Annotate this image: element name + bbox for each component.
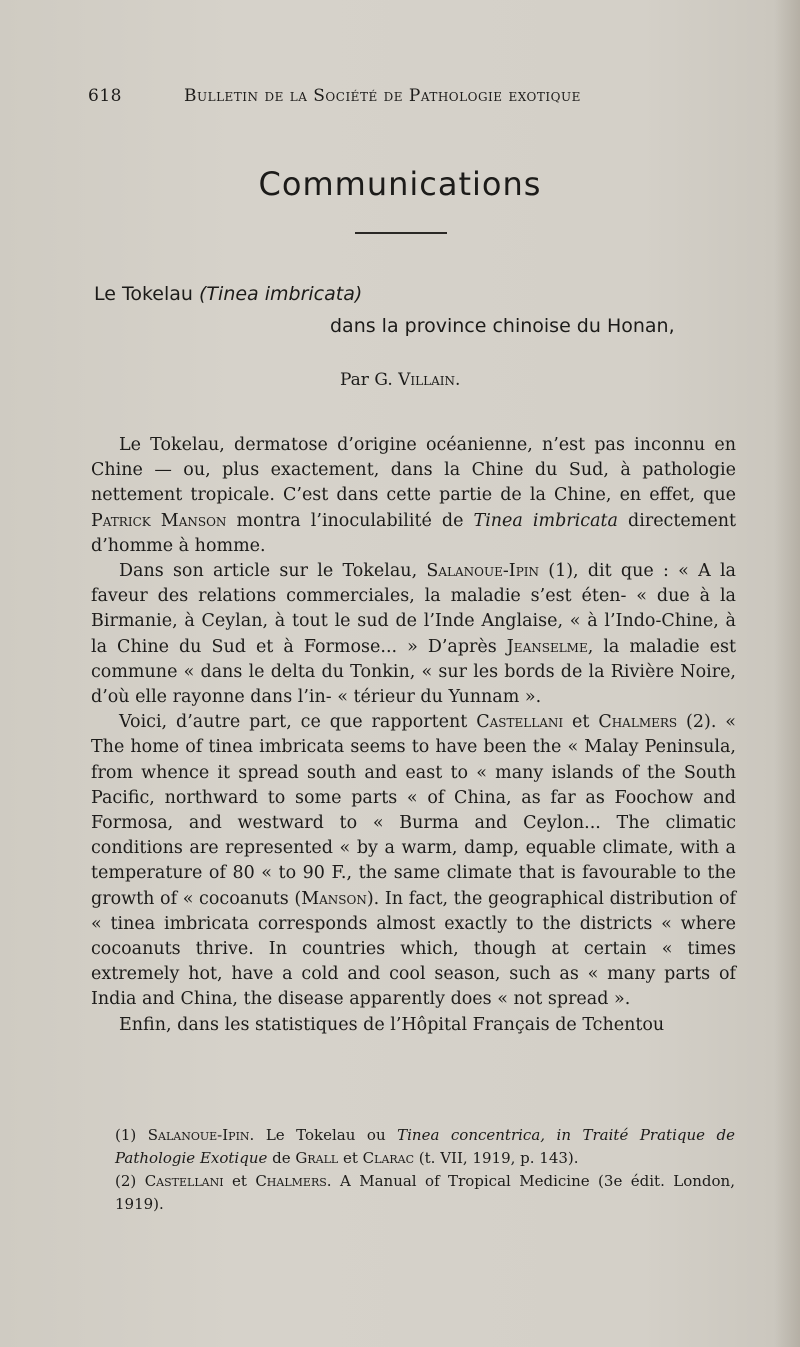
paragraph-1 (91, 433, 736, 559)
author-name: Patrick Manson (91, 510, 227, 531)
author-name: Salanoue-Ipin (426, 561, 540, 582)
byline-author: Villain. (398, 370, 461, 390)
text-run: montra l’inoculabilité de (226, 510, 474, 531)
work-title: Tinea concentrica, in Traité Pratique de Pathologie Exotique (115, 1126, 735, 1167)
footnotes (115, 1124, 735, 1216)
running-title: Bulletin de la Société de Pathologie exotique (184, 86, 581, 106)
text-run: Le Tokelau ou (254, 1126, 398, 1144)
text-run: directement d’homme à homme. (91, 510, 736, 556)
author-name: Chalmers (598, 712, 678, 733)
text-run: Le Tokelau, dermatose d’origine océanienne, n’est pas inconnu en Chine — ou, plus exactement, dans la Chine du Sud, à pathologie nettement tropicale. C’est dans cette partie de la Chine, en effet, que (91, 435, 736, 506)
author-name: Grall (295, 1149, 339, 1167)
byline-prefix: Par G. (340, 370, 399, 390)
section-title: Communications (258, 165, 542, 203)
author-name: Chalmers. (255, 1172, 332, 1190)
author-name: Jeanselme (506, 636, 588, 657)
paragraph-4: Enfin, dans les statistiques de l’Hôpital Français de Tchentou (119, 1014, 665, 1035)
author-name: Castellani (476, 712, 564, 733)
article-title-plain: Le Tokelau (94, 283, 200, 305)
latin-term: Tinea imbricata (473, 510, 618, 531)
footnote-1 (115, 1124, 735, 1170)
article-title-latin: (Tinea imbricata) (199, 283, 363, 305)
title-rule (355, 232, 447, 234)
page-number: 618 (88, 86, 122, 106)
text-run: (2). « The home of tinea imbricata seems to have been the « Malay Peninsula, from whence it spread south and east to « many islands of the South Pacific, northward to some parts « of China, as far as Foochow and Formosa, and westward to « Burma and Ceylon... The climatic conditions are represented « by a warm, damp, equable climate, with a temperature of 80 « to 90 F., the same climate that is favourable to the growth of « cocoanuts ( (91, 712, 737, 909)
author-name: Clarac (362, 1149, 415, 1167)
article-title-line2: dans la province chinoise du Honan, (330, 315, 675, 337)
footnote-marker: (1) (115, 1126, 148, 1144)
article-body (91, 433, 736, 1038)
author-name: Castellani (144, 1172, 224, 1190)
paragraph-3 (91, 710, 736, 1012)
text-run: , la maladie est commune « dans le delta du Tonkin, « sur les bords de la Rivière Noire, d’où elle rayonne dans l’in- « térieur du Yunnam ». (91, 636, 736, 708)
byline (340, 370, 460, 390)
footnote-marker: (2) (115, 1172, 145, 1190)
author-name: Salanoue-Ipin. (147, 1126, 255, 1144)
text-run: et (563, 712, 599, 733)
running-header (88, 86, 728, 110)
paragraph-2 (91, 559, 736, 710)
author-name: Manson (301, 888, 367, 909)
text-run: de (267, 1149, 296, 1167)
article-title-line1 (94, 283, 362, 305)
footnote-2 (115, 1170, 735, 1216)
text-run: (1), dit que : « A la faveur des relations commerciales, la maladie s’est éten- « due à la Birmanie, à Ceylan, à tout le sud de l’Inde Anglaise, « à l’Indo-Chine, à la Chine du Sud et à Formose... » D’après (91, 561, 736, 657)
text-run: ). In fact, the geographical distribution of « tinea imbricata corresponds almost exactly to the districts « where cocoanuts thrive. In countries which, though at certain « times extremely hot, have a cold and cool season, such as « many parts of India and China, the disease apparently does « not spread ». (91, 888, 736, 1010)
text-run: A Manual of Tropical Medicine (3e édit. London, 1919). (115, 1172, 735, 1213)
text-run: et (338, 1149, 363, 1167)
text-run: (t. VII, 1919, p. 143). (414, 1149, 579, 1167)
text-run: Dans son article sur le Tokelau, (119, 561, 427, 582)
text-run: et (223, 1172, 256, 1190)
text-run: Voici, d’autre part, ce que rapportent (119, 712, 477, 733)
